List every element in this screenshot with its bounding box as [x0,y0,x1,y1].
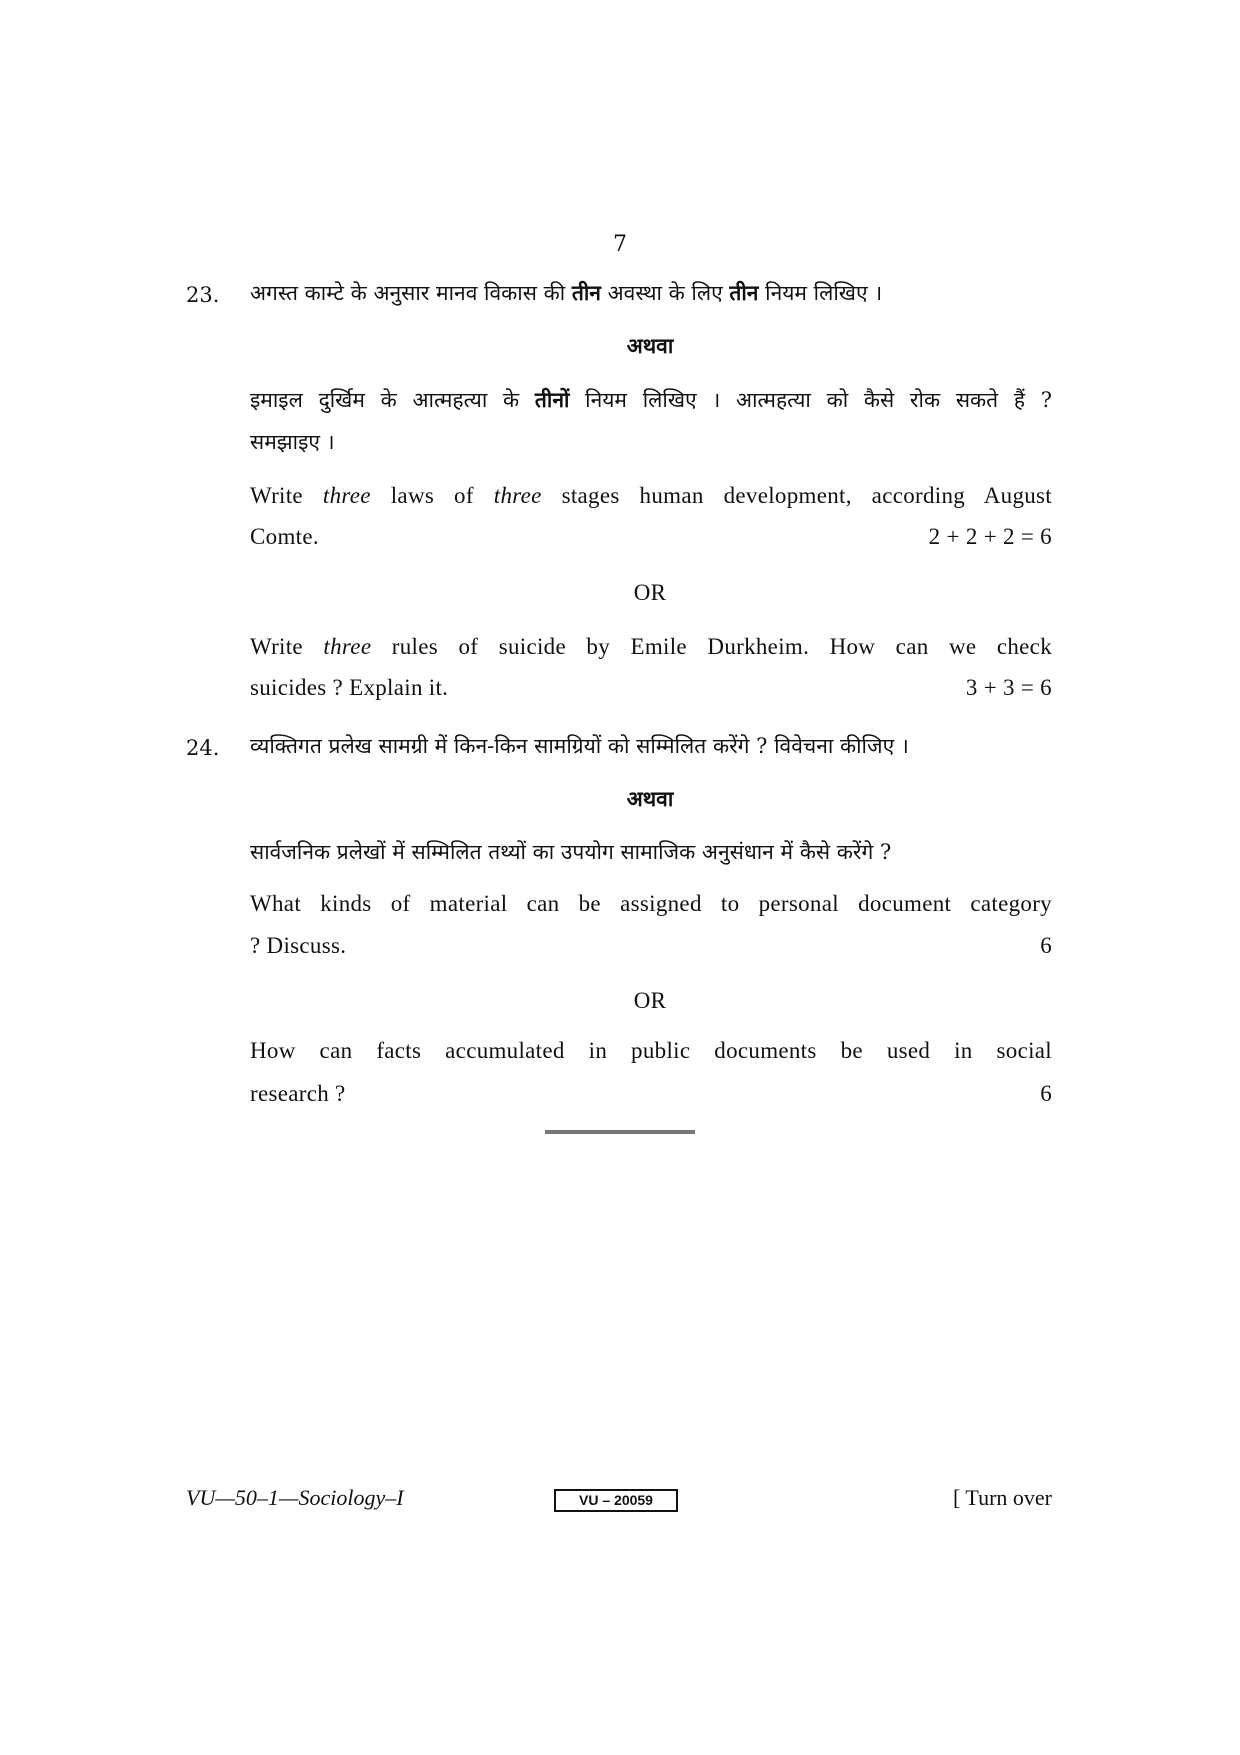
q24-or-label: OR [633,988,667,1013]
q23-hindi-text-1: अगस्त काम्टे के अनुसार मानव विकास की [250,281,572,305]
q23-english-alt-text-2: rules of suicide by Emile Durkheim. How can we check [371,634,1052,659]
page-number: 7 [613,232,627,257]
footer-booklet-code-box: VU – 20059 [554,1489,678,1512]
q23-hindi-alt-text-2: नियम लिखिए । आत्महत्या को कैसे रोक सकते हैं ? [569,388,1052,412]
q23-english-alt-text-1: Write [250,634,324,659]
q24-english-alternative-line1: How can facts accumulated in public documents be used in social [250,1038,1052,1063]
q24-english-alternative-line2: research ? [250,1081,346,1106]
q23-marks: 2 + 2 + 2 = 6 [928,524,1052,549]
q23-hindi-text-3: नियम लिखिए । [758,281,883,305]
q23-english-question-line1 [250,483,1052,509]
q23-hindi-bold-1: तीन [571,280,601,305]
q24-english-question-line1: What kinds of material can be assigned to personal document category [250,891,1052,916]
footer-turn-over: [ Turn over [952,1485,1052,1510]
q23-english-text-1: Write [250,483,323,508]
question-number-24: 24. [186,736,220,760]
q24-english-question-line2: ? Discuss. [250,933,347,958]
q23-hindi-bold-2: तीन [729,280,759,305]
q23-english-text-2: laws of [370,483,494,508]
q23-or-label: OR [633,580,667,605]
q23-hindi-alternative-line2: समझाइए । [250,430,335,454]
q24-marks: 6 [1040,933,1052,958]
q23-hindi-alt-text-1: इमाइल दुर्खिम के आत्महत्या के [250,388,535,412]
footer-paper-code: VU—50–1—Sociology–I [186,1485,404,1510]
q23-english-text-3: stages human development, according August [541,483,1052,508]
end-of-questions-rule [545,1130,695,1134]
q23-english-italic-1: three [322,483,371,508]
q23-athwa-label: अथवा [626,333,674,358]
q23-hindi-question [250,272,882,314]
q24-hindi-alternative: सार्वजनिक प्रलेखों में सम्मिलित तथ्यों का उपयोग सामाजिक अनुसंधान में कैसे करेंगे ? [250,840,892,864]
q23-english-alternative-line2: suicides ? Explain it. [250,675,449,700]
question-number-23: 23. [186,283,220,307]
q24-athwa-label: अथवा [626,786,674,811]
q23-english-italic-2: three [493,483,542,508]
q23-alternative-marks: 3 + 3 = 6 [965,675,1052,700]
q24-alternative-marks: 6 [1040,1081,1052,1106]
q23-english-alternative-line1 [250,634,1052,660]
q23-hindi-alternative-line1 [250,379,1052,421]
q24-hindi-question: व्यक्तिगत प्रलेख सामग्री में किन-किन सामग्रियों को सम्मिलित करेंगे ? विवेचना कीजिए । [250,734,909,758]
q23-hindi-alt-bold: तीनों [534,387,570,412]
q23-english-alt-italic: three [323,634,372,659]
q23-hindi-text-2: अवस्था के लिए [600,281,730,305]
q23-english-question-line2: Comte. [250,524,319,549]
